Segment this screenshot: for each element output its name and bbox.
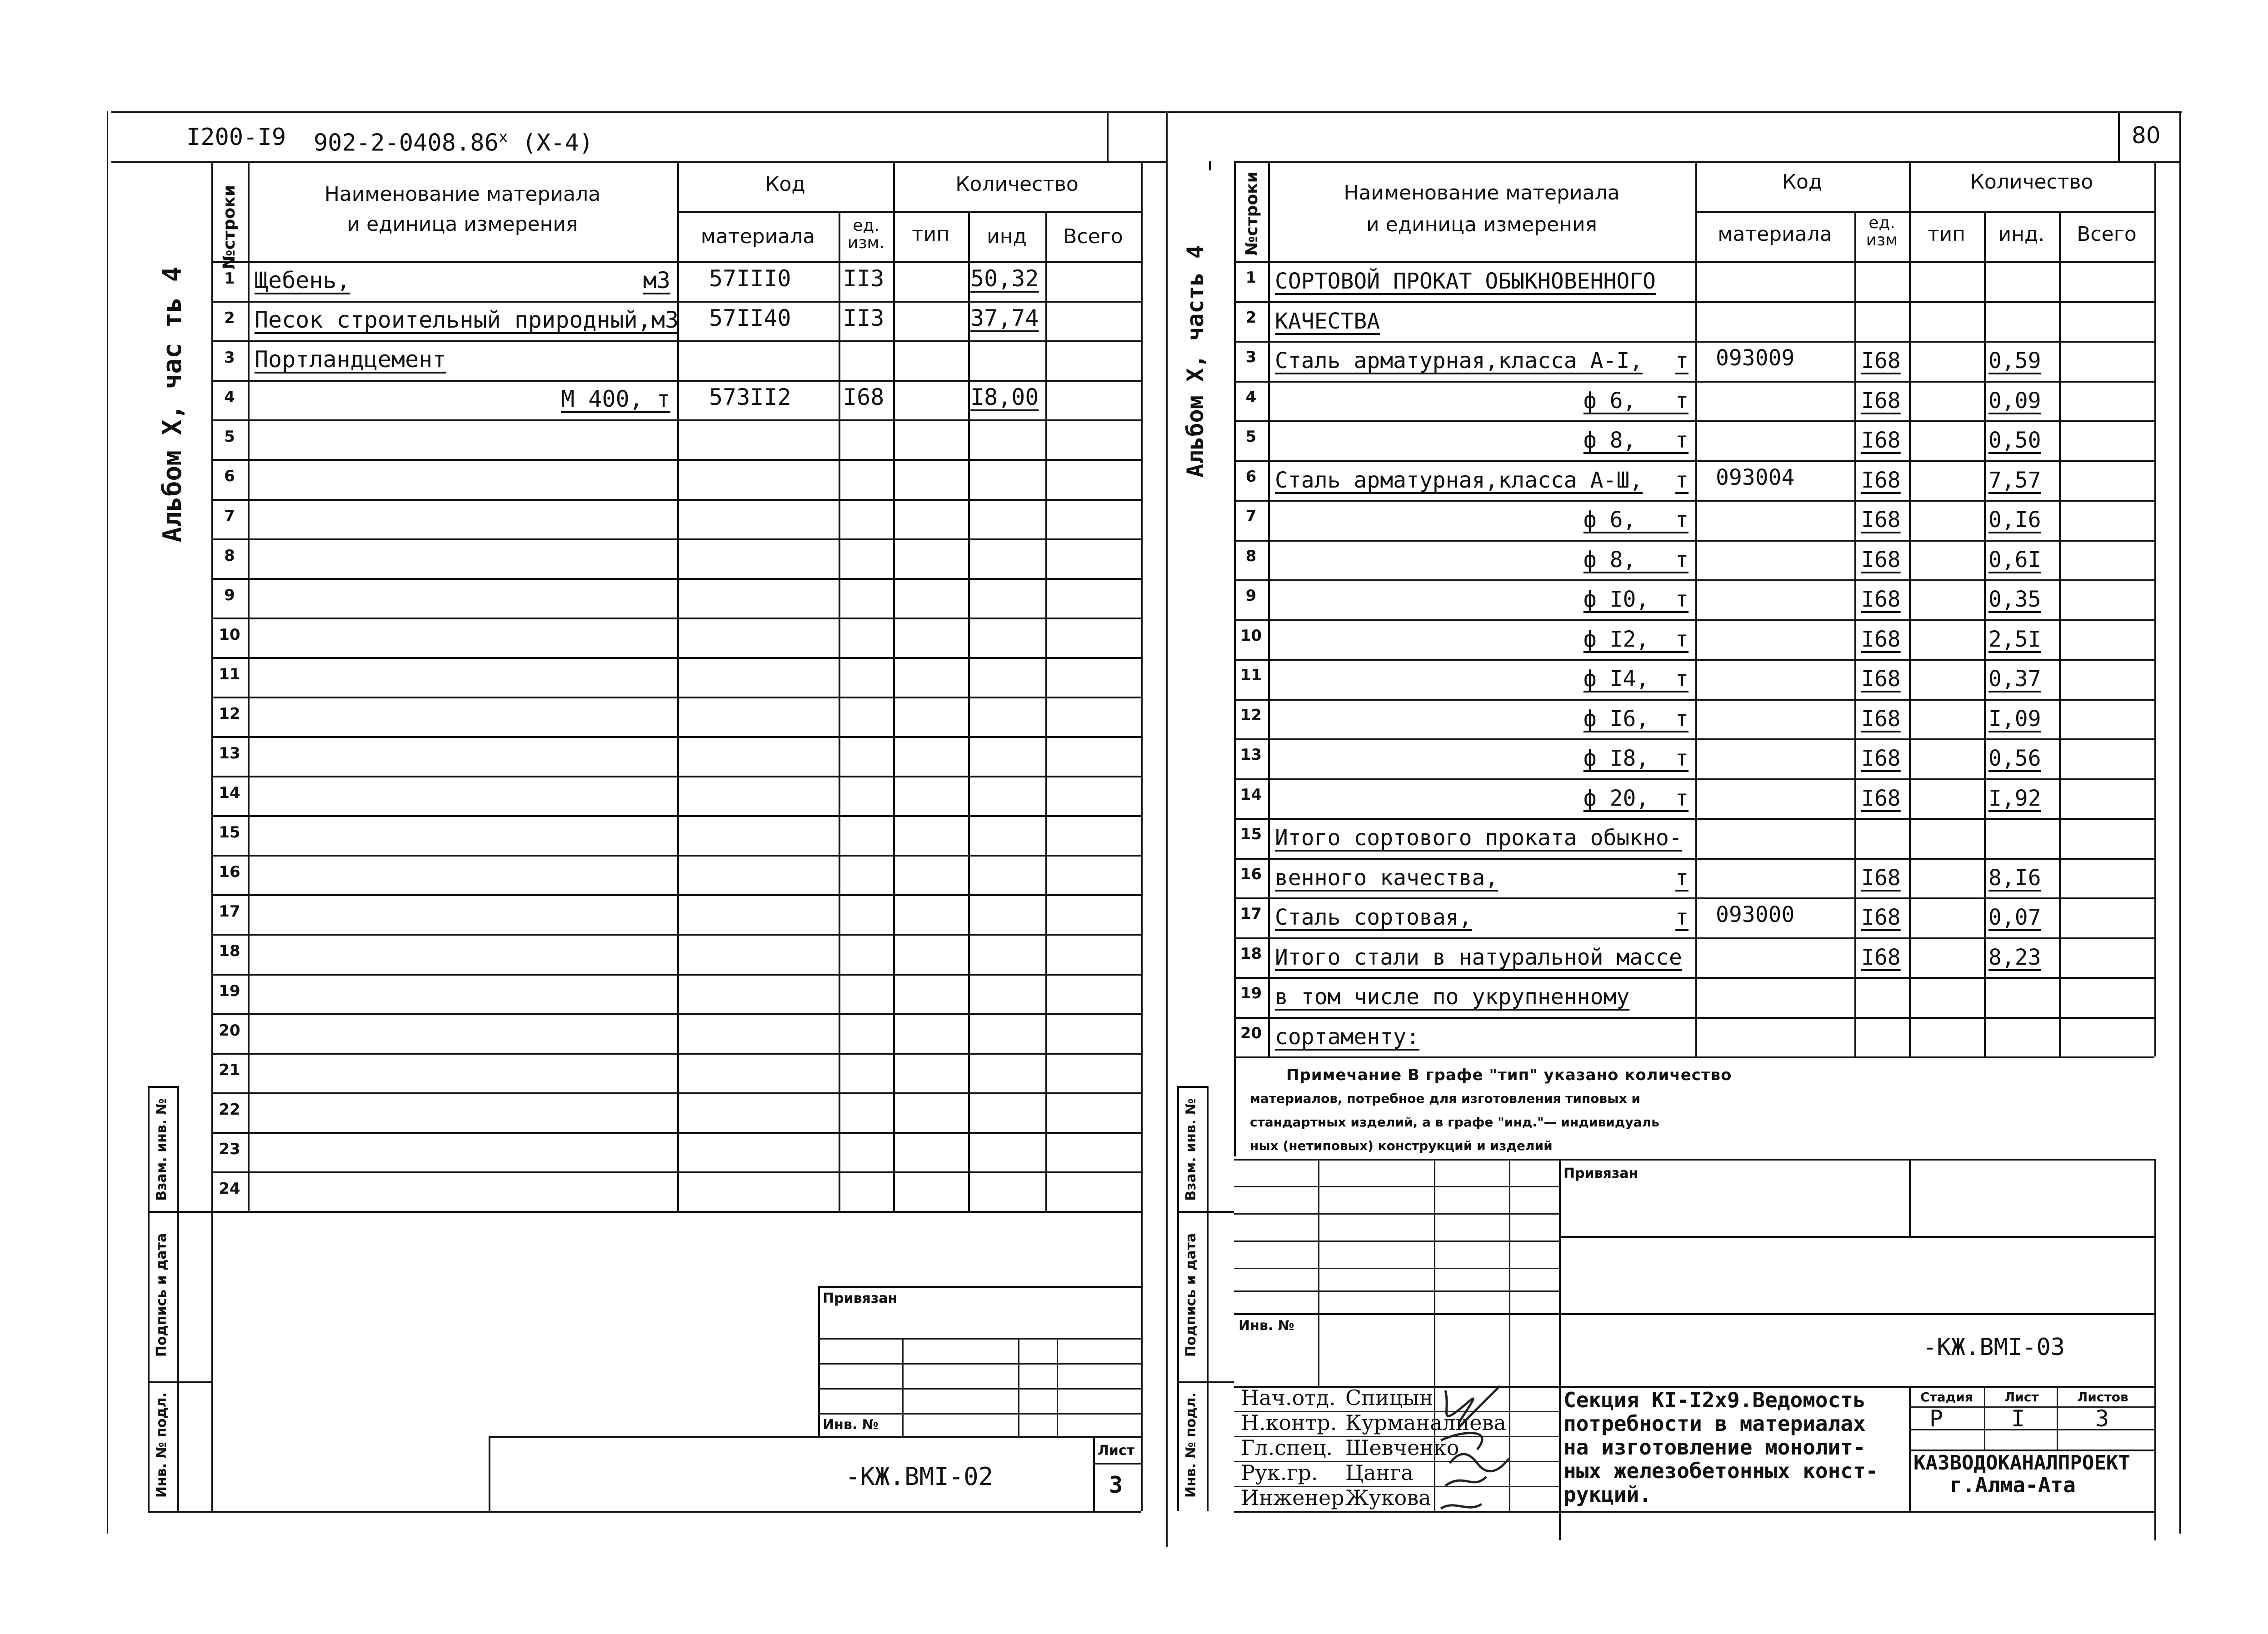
stamp-inv-label-right: Инв. № <box>1239 1318 1294 1334</box>
row-number: 13 <box>1240 746 1262 764</box>
unit-code: I68 <box>1861 428 1901 453</box>
material-unit-text: ф 6, т <box>1583 507 1689 533</box>
material-unit-text: ф I4, т <box>1583 666 1689 692</box>
row-number: 11 <box>1240 666 1262 684</box>
qty-ind: 8,I6 <box>1988 865 2041 891</box>
row-number: 12 <box>219 705 240 723</box>
unit-code: I68 <box>1861 348 1901 374</box>
material-unit-text: м3 <box>643 267 670 294</box>
table-row-divider <box>1234 381 2154 383</box>
signer-role: Н.контр. <box>1241 1410 1337 1435</box>
material-unit-text: ф 20, т <box>1583 786 1689 811</box>
table-row-divider <box>1234 460 2154 462</box>
material-unit-text: ф I8, т <box>1583 746 1689 771</box>
table-row-divider <box>211 419 1141 421</box>
signer-name: Спицын <box>1345 1385 1434 1410</box>
col-unit-header-right: ед. изм <box>1866 214 1898 249</box>
table-row-divider <box>211 776 1141 777</box>
note-line-3: стандартных изделий, а в графе "инд."— индивидуаль <box>1250 1115 1659 1130</box>
qty-ind: 8,23 <box>1988 945 2041 970</box>
sheet-title-line: ных железобетонных конст- <box>1564 1459 1878 1483</box>
unit-code: II3 <box>843 305 884 331</box>
row-number: 10 <box>1240 627 1262 645</box>
signature-scribble <box>1432 1372 1550 1518</box>
col-type-header: тип <box>912 223 949 246</box>
note-line-4: ных (нетиповых) конструкций и изделий <box>1250 1138 1553 1153</box>
col-name-header: Наименование материала и единица измерения <box>324 183 601 236</box>
material-name: Сталь сортовая, <box>1275 905 1472 930</box>
unit-code: I68 <box>1861 706 1901 732</box>
material-name: сортаменту: <box>1275 1024 1419 1050</box>
table-row-divider <box>1234 699 2154 701</box>
row-number: 8 <box>1245 547 1257 565</box>
sheet-value-right: I <box>2011 1405 2025 1432</box>
sheets-label: Листов <box>2077 1390 2128 1405</box>
col-total-header: Всего <box>1063 225 1123 248</box>
row-number: 14 <box>1240 786 1262 804</box>
sheet-title-line: на изготовление монолит- <box>1564 1435 1866 1460</box>
row-number: 24 <box>219 1180 240 1198</box>
row-number: 5 <box>1245 428 1257 446</box>
side-vzam-label-right: Взам. инв. № <box>1183 1098 1199 1201</box>
qty-ind: 0,07 <box>1988 905 2041 930</box>
row-number: 10 <box>219 626 240 644</box>
col-qty-header: Количество <box>955 173 1079 196</box>
qty-ind: 0,I6 <box>1988 507 2041 533</box>
signer-role: Инженер <box>1241 1485 1344 1510</box>
side-sign-date-label: Подпись и дата <box>154 1233 170 1357</box>
col-row-header: №строки <box>220 185 239 269</box>
row-number: 9 <box>224 586 235 604</box>
row-number: 15 <box>1240 825 1262 843</box>
col-code-header: Код <box>765 173 805 196</box>
row-number: 14 <box>219 784 240 802</box>
material-unit-text: ф 8, т <box>1583 547 1689 573</box>
org-city: г.Алма-Ата <box>1950 1473 2076 1497</box>
material-name: Итого сортового проката обыкно- <box>1275 825 1682 851</box>
signer-name: Цанга <box>1345 1460 1414 1485</box>
sheet-title-line: Секция КI-I2х9.Ведомость <box>1564 1388 1866 1412</box>
table-row-divider <box>1234 738 2154 740</box>
row-number: 7 <box>224 507 235 525</box>
material-unit-text: ф I6, т <box>1583 706 1689 732</box>
unit-code: II3 <box>843 265 884 292</box>
col-type-header-right: тип <box>1928 223 1965 246</box>
material-unit-text: т <box>1675 905 1689 930</box>
unit-code: I68 <box>843 384 884 410</box>
row-number: 17 <box>219 902 240 921</box>
unit-code: I68 <box>1861 547 1901 573</box>
row-number: 17 <box>1240 905 1262 923</box>
table-row-divider <box>1234 540 2154 542</box>
side-inv-orig-label: Инв. № подл. <box>154 1392 170 1498</box>
row-number: 5 <box>224 428 235 446</box>
unit-code: I68 <box>1861 587 1901 612</box>
unit-code: I68 <box>1861 666 1901 692</box>
table-row-divider <box>1234 778 2154 780</box>
qty-ind: 0,35 <box>1988 587 2041 612</box>
table-row-divider <box>1234 897 2154 899</box>
col-ind-header-right: инд. <box>1998 223 2045 246</box>
row-number: 4 <box>224 388 235 406</box>
table-row-divider <box>1234 1017 2154 1019</box>
material-code: 57III0 <box>709 265 791 292</box>
material-name: венного качества, <box>1275 865 1499 891</box>
qty-ind: 50,32 <box>970 265 1039 292</box>
unit-code: I68 <box>1861 388 1901 413</box>
table-row-divider <box>1234 420 2154 422</box>
table-row-divider <box>211 1092 1141 1094</box>
material-name: Портландцемент <box>255 346 446 373</box>
material-unit-text: М 400, т <box>561 386 670 412</box>
table-row-divider <box>211 815 1141 817</box>
material-unit-text: ф I2, т <box>1583 627 1689 652</box>
note-line-2: материалов, потребное для изготовления типовых и <box>1250 1091 1640 1106</box>
org-name: КАЗВОДОКАНАЛПРОЕКТ <box>1913 1451 2130 1475</box>
unit-code: I68 <box>1861 945 1901 970</box>
col-name-header-right: Наименование материала и единица измерения <box>1344 181 1620 236</box>
table-row-divider <box>211 1013 1141 1015</box>
unit-code: I68 <box>1861 865 1901 891</box>
qty-ind: 7,57 <box>1988 468 2041 493</box>
sheet-label-right: Лист <box>2004 1390 2039 1405</box>
material-code: 093009 <box>1716 345 1795 371</box>
qty-ind: 37,74 <box>970 305 1039 331</box>
note-line-1: Примечание В графе "тип" указано количество <box>1286 1066 1732 1084</box>
signer-name: Курманалиева <box>1345 1410 1506 1435</box>
col-code-header-right: Код <box>1782 170 1823 194</box>
table-row-divider <box>211 301 1141 303</box>
row-number: 4 <box>1245 388 1257 406</box>
row-number: 1 <box>224 269 235 288</box>
material-unit-text: т <box>1675 348 1689 374</box>
side-album-label: Альбом X, час ть 4 <box>158 266 187 543</box>
material-unit-text: т <box>1675 865 1689 891</box>
row-number: 9 <box>1245 587 1257 605</box>
qty-ind: 0,56 <box>1988 746 2041 771</box>
row-number: 12 <box>1240 706 1262 724</box>
sheet-value: 3 <box>1109 1472 1123 1498</box>
table-row-divider <box>1234 301 2154 303</box>
stamp-bound-label-right: Привязан <box>1564 1166 1639 1181</box>
row-number: 20 <box>219 1021 240 1040</box>
table-row-divider <box>211 974 1141 976</box>
side-sign-date-label-right: Подпись и дата <box>1183 1233 1199 1357</box>
qty-ind: 0,59 <box>1988 348 2041 374</box>
material-name: Песок строительный природный,м3 <box>255 307 679 333</box>
signer-role: Рук.гр. <box>1241 1460 1318 1485</box>
table-row-divider <box>1234 500 2154 502</box>
material-name: КАЧЕСТВА <box>1275 309 1380 334</box>
material-name: в том числе по укрупненному <box>1275 984 1630 1010</box>
table-row-divider <box>211 538 1141 540</box>
material-name: СОРТОВОЙ ПРОКАТ ОБЫКНОВЕННОГО <box>1275 269 1656 294</box>
table-row-divider <box>211 380 1141 382</box>
table-row-divider <box>211 736 1141 738</box>
col-row-header-right: №строки <box>1243 171 1261 256</box>
row-number: 21 <box>219 1061 240 1079</box>
material-name: Сталь арматурная,класса А-Ш, <box>1275 468 1643 493</box>
row-number: 3 <box>224 349 235 367</box>
unit-code: I68 <box>1861 905 1901 930</box>
row-number: 7 <box>1245 507 1257 525</box>
qty-ind: I8,00 <box>970 384 1039 410</box>
sheets-value: 3 <box>2095 1405 2109 1432</box>
table-row-divider <box>1234 579 2154 581</box>
row-number: 15 <box>219 823 240 842</box>
signer-name: Шевченко <box>1345 1435 1459 1460</box>
qty-ind: I,09 <box>1988 706 2041 732</box>
table-row-divider <box>211 499 1141 501</box>
row-number: 23 <box>219 1140 240 1158</box>
row-number: 8 <box>224 547 235 565</box>
sheet-label: Лист <box>1098 1443 1135 1459</box>
side-inv-orig-label-right: Инв. № подл. <box>1183 1392 1199 1498</box>
sheet-title-line: рукций. <box>1564 1482 1652 1507</box>
row-number: 3 <box>1245 348 1257 366</box>
row-number: 1 <box>1245 269 1257 287</box>
material-unit-text: ф I0, т <box>1583 587 1689 612</box>
row-number: 6 <box>1245 468 1257 486</box>
table-row-divider <box>211 618 1141 619</box>
table-row-divider <box>211 697 1141 698</box>
stage-value: Р <box>1929 1405 1943 1432</box>
side-album-label-right: Альбом X, часть 4 <box>1182 245 1209 478</box>
row-number: 18 <box>219 942 240 960</box>
row-number: 16 <box>1240 865 1262 883</box>
material-code: 573II2 <box>709 384 791 410</box>
table-row-divider <box>211 894 1141 896</box>
col-unit-header: ед. изм. <box>847 216 885 252</box>
signer-role: Гл.спец. <box>1241 1435 1333 1460</box>
row-number: 6 <box>224 467 235 485</box>
table-row-divider <box>1234 818 2154 820</box>
sheet-title-line: потребности в материалах <box>1564 1411 1866 1436</box>
table-row-divider <box>1234 341 2154 343</box>
col-material-header: материала <box>700 225 815 248</box>
material-code: 093000 <box>1716 902 1795 927</box>
col-total-header-right: Всего <box>2077 223 2137 246</box>
table-row-divider <box>1234 977 2154 979</box>
table-row-divider <box>211 459 1141 461</box>
row-number: 19 <box>219 982 240 1000</box>
table-row-divider <box>211 1132 1141 1134</box>
unit-code: I68 <box>1861 507 1901 533</box>
table-row-divider <box>211 578 1141 580</box>
qty-ind: 0,6I <box>1988 547 2041 573</box>
col-material-header-right: материала <box>1718 223 1832 246</box>
material-name: Сталь арматурная,класса А-I, <box>1275 348 1643 374</box>
material-unit-text: т <box>1675 468 1689 493</box>
qty-ind: 0,37 <box>1988 666 2041 692</box>
row-number: 13 <box>219 744 240 762</box>
qty-ind: 0,09 <box>1988 388 2041 413</box>
table-row-divider <box>211 1053 1141 1055</box>
row-number: 18 <box>1240 945 1262 963</box>
doc-code-right: -КЖ.ВМI-03 <box>1923 1334 2065 1361</box>
unit-code: I68 <box>1861 786 1901 811</box>
stage-label: Стадия <box>1920 1390 1973 1405</box>
col-ind-header: инд <box>987 225 1027 248</box>
table-row-divider <box>211 934 1141 936</box>
row-number: 11 <box>219 665 240 683</box>
table-row-divider <box>211 657 1141 659</box>
row-number: 2 <box>1245 309 1257 327</box>
table-row-divider <box>1234 659 2154 661</box>
row-number: 19 <box>1240 984 1262 1002</box>
material-unit-text: ф 8, т <box>1583 428 1689 453</box>
row-number: 16 <box>219 863 240 881</box>
table-row-divider <box>211 1171 1141 1173</box>
unit-code: I68 <box>1861 627 1901 652</box>
page-number: 80 <box>2132 122 2161 149</box>
qty-ind: 0,50 <box>1988 428 2041 453</box>
table-row-divider <box>211 855 1141 857</box>
header-doc: 902-2-0408.86$^x$ (X-4) <box>314 128 594 157</box>
material-name: Итого стали в натуральной массе <box>1275 945 1682 970</box>
signer-name: Жукова <box>1345 1485 1431 1510</box>
stamp-inv-label: Инв. № <box>823 1417 879 1433</box>
material-unit-text: ф 6, т <box>1583 388 1689 413</box>
table-row-divider <box>1234 858 2154 860</box>
material-name: Щебень, <box>255 267 350 294</box>
stamp-bound-label: Привязан <box>823 1290 898 1306</box>
unit-code: I68 <box>1861 746 1901 771</box>
doc-code: -КЖ.ВМI-02 <box>845 1462 994 1491</box>
col-qty-header-right: Количество <box>1970 170 2093 194</box>
unit-code: I68 <box>1861 468 1901 493</box>
row-number: 22 <box>219 1101 240 1119</box>
row-number: 2 <box>224 309 235 327</box>
table-row-divider <box>1234 619 2154 621</box>
side-vzam-label: Взам. инв. № <box>154 1098 170 1201</box>
table-row-divider <box>1234 937 2154 939</box>
table-row-divider <box>211 340 1141 342</box>
qty-ind: 2,5I <box>1988 627 2041 652</box>
row-number: 20 <box>1240 1024 1262 1042</box>
qty-ind: I,92 <box>1988 786 2041 811</box>
material-code: 57II40 <box>709 305 791 331</box>
signer-role: Нач.отд. <box>1241 1385 1336 1410</box>
header-code: I200-I9 <box>186 124 286 151</box>
material-code: 093004 <box>1716 465 1795 490</box>
